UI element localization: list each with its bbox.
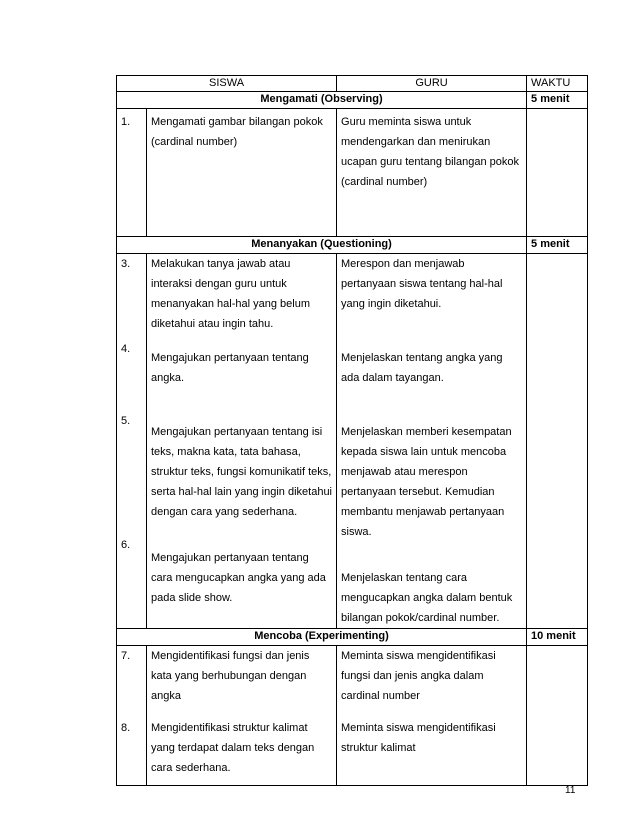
table-row <box>117 254 588 629</box>
siswa-activity: Mengidentifikasi struktur kalimat yang terdapat dalam teks dengan cara sederhana. <box>151 722 315 774</box>
guru-activity: Menjelaskan tentang cara mengucapkan angka dalam bentuk bilangan pokok/cardinal number. <box>341 572 513 624</box>
phase-row-questioning <box>117 237 588 254</box>
phase-label: Mengamati (Observing) <box>117 92 527 109</box>
siswa-activity: Mengidentifikasi fungsi dan jenis kata yang berhubungan dengan angka <box>151 650 310 702</box>
row-number: 7. <box>121 650 131 662</box>
siswa-activity: Mengajukan pertanyaan tentang cara mengucapkan angka yang ada pada slide show. <box>151 552 326 604</box>
guru-activity: Menjelaskan tentang angka yang ada dalam tayangan. <box>341 352 503 384</box>
lesson-table <box>116 75 588 786</box>
phase-time: 5 menit <box>527 237 588 254</box>
phase-row-experimenting <box>117 629 588 646</box>
guru-activity: Meminta siswa mengidentifikasi struktur kalimat <box>341 722 496 754</box>
phase-time: 5 menit <box>527 92 588 109</box>
siswa-activity: Melakukan tanya jawab atau interaksi dengan guru untuk menanyakan hal-hal yang belum diketahui atau ingin tahu. <box>151 258 310 330</box>
row-number: 3. <box>121 258 131 270</box>
guru-activity: Menjelaskan memberi kesempatan kepada siswa lain untuk mencoba menjawab atau merespon pertanyaan tersebut. Kemudian membantu menjawab pertanyaan siswa. <box>341 426 512 538</box>
time-cell <box>527 109 588 237</box>
header-waktu: WAKTU <box>527 76 588 92</box>
row-number: 8. <box>121 722 131 734</box>
row-number: 6. <box>121 539 131 551</box>
time-cell <box>527 254 588 629</box>
guru-activity: Meminta siswa mengidentifikasi fungsi dan jenis angka dalam cardinal number <box>341 650 496 702</box>
phase-label: Menanyakan (Questioning) <box>117 237 527 254</box>
phase-time: 10 menit <box>527 629 588 646</box>
siswa-activity: Mengamati gambar bilangan pokok (cardinal number) <box>151 116 323 148</box>
table-row <box>117 646 588 786</box>
phase-row-observing <box>117 92 588 109</box>
row-number: 4. <box>121 343 131 355</box>
guru-activity: Guru meminta siswa untuk mendengarkan dan menirukan ucapan guru tentang bilangan pokok (cardinal number) <box>341 116 519 188</box>
header-siswa: SISWA <box>117 76 337 92</box>
phase-label: Mencoba (Experimenting) <box>117 629 527 646</box>
table-row <box>117 109 588 237</box>
row-number: 5. <box>121 415 131 427</box>
guru-activity: Merespon dan menjawab pertanyaan siswa tentang hal-hal yang ingin diketahui. <box>341 258 503 310</box>
header-guru: GURU <box>337 76 527 92</box>
page-number: 11 <box>565 785 576 796</box>
table-header-row <box>117 76 588 92</box>
siswa-activity: Mengajukan pertanyaan tentang isi teks, makna kata, tata bahasa, struktur teks, fungsi komunikatif teks, serta hal-hal lain yang ingin diketahui dengan cara yang sederhana. <box>151 426 333 518</box>
siswa-activity: Mengajukan pertanyaan tentang angka. <box>151 352 309 384</box>
time-cell <box>527 646 588 786</box>
row-number: 1. <box>121 116 131 128</box>
